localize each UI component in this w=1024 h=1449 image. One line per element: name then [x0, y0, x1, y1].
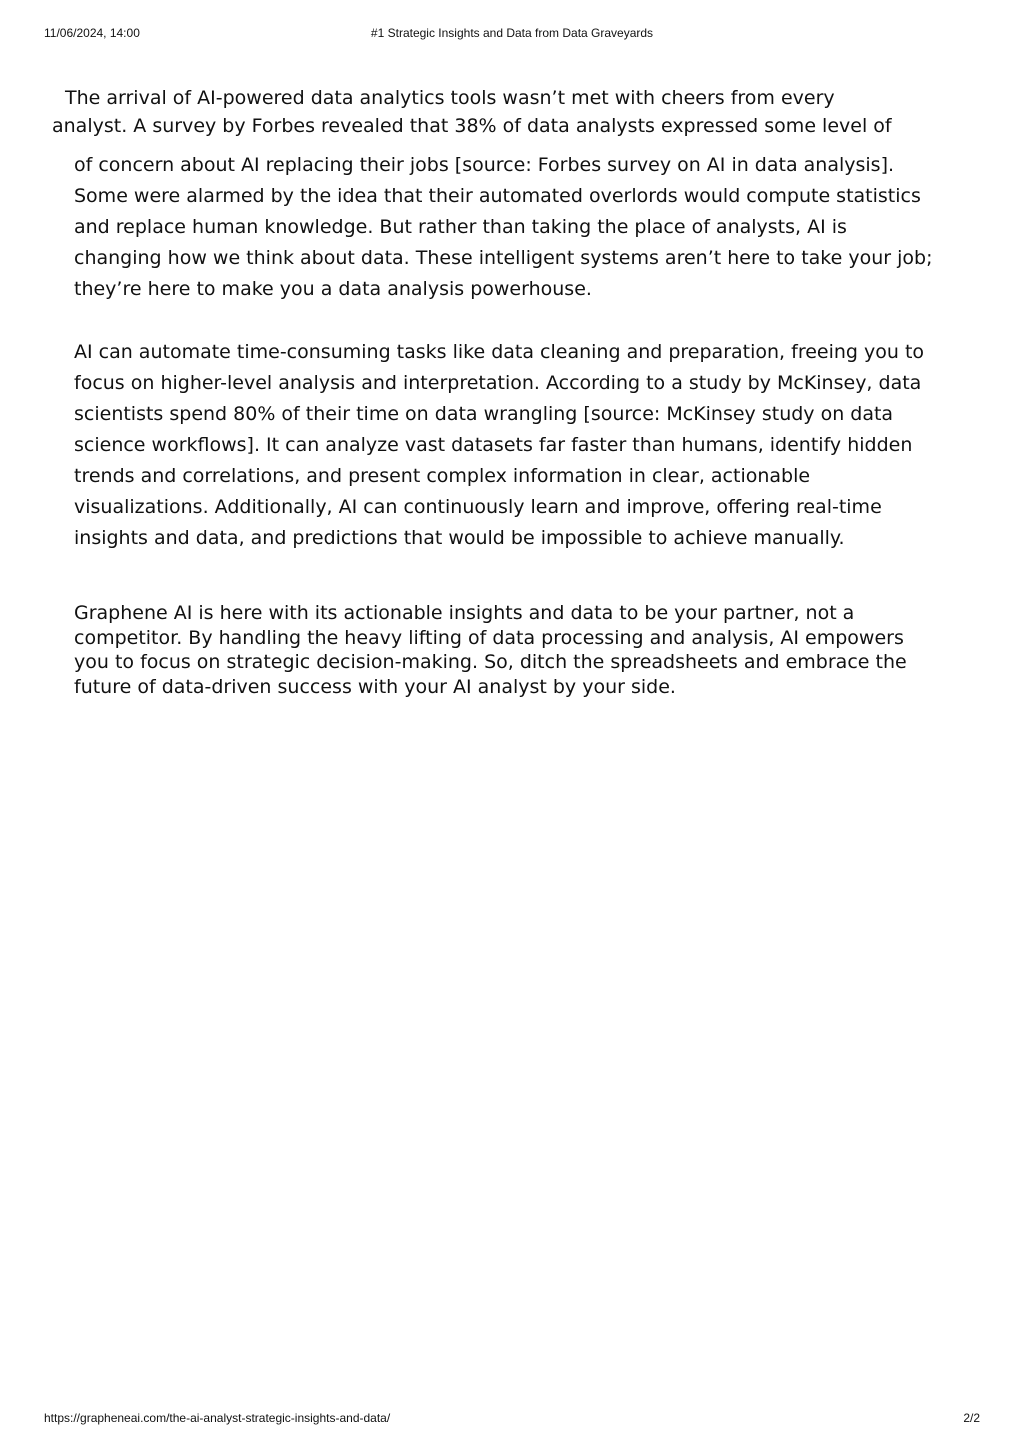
print-header [0, 26, 1024, 42]
paragraph-1-continued: of concern about AI replacing their jobs [source: Forbes survey on AI in data analysis]. Some were alarmed by the idea that their automated overlords would compute statistics and replace human knowledge. But rather than taking the place of analysts, AI is changing how we think about data. These intelligent systems aren’t here to take your job; they’re here to make you a data analysis powerhouse. [74, 154, 933, 300]
paragraph-3: Graphene AI is here with its actionable insights and data to be your partner, not a competitor. By handling the heavy lifting of data processing and analysis, AI empowers you to focus on strategic decision-making. So, ditch the spreadsheets and embrace the future of data-driven success with your AI analyst by your side. [74, 602, 907, 698]
paragraph-1-line-2: analyst. A survey by Forbes revealed that 38% of data analysts expressed some level of [52, 115, 892, 137]
print-page-number: 2/2 [963, 1411, 980, 1425]
print-page-url: https://grapheneai.com/the-ai-analyst-strategic-insights-and-data/ [44, 1411, 391, 1425]
print-datetime: 11/06/2024, 14:00 [44, 26, 140, 40]
paragraph-1-line-1: The arrival of AI-powered data analytics tools wasn’t met with cheers from every [65, 87, 835, 109]
paragraph-2: AI can automate time-consuming tasks like data cleaning and preparation, freeing you to focus on higher-level analysis and interpretation. According to a study by McKinsey, data scientists spend 80% of their time on data wrangling [source: McKinsey study on data science workflows]. It can analyze vast datasets far faster than humans, identify hidden trends and correlations, and present complex information in clear, actionable visualizations. Additionally, AI can continuously learn and improve, offering real-time insights and data, and predictions that would be impossible to achieve manually. [74, 341, 925, 549]
print-page-title: #1 Strategic Insights and Data from Data Graveyards [370, 26, 654, 40]
print-footer [0, 1411, 1024, 1427]
